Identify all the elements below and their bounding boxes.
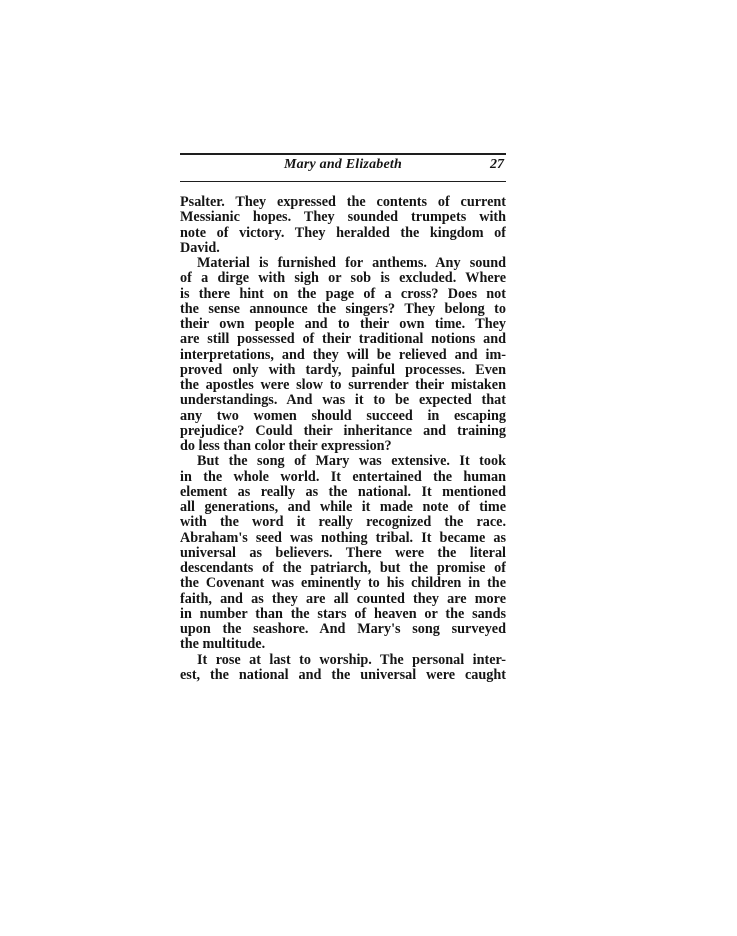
text-line: prejudice? Could their inheritance and training [180,423,506,439]
text-line: all generations, and while it made note of time [180,500,506,515]
text-line: faith, and as they are all counted they are more [180,591,506,607]
text-line: But the song of Mary was extensive. It took [197,454,506,470]
text-line: proved only with tardy, painful processes. Even [180,362,506,378]
text-line: It rose at last to worship. The personal inter- [197,652,506,668]
text-line: do less than color their expression? [180,439,392,454]
text-line: universal as believers. There were the literal [180,545,506,561]
text-line: of a dirge with sigh or sob is excluded. Where [180,271,506,287]
text-line: est, the national and the universal were caught [180,667,506,683]
text-line: David. [180,240,220,256]
text-line: with the word it really recognized the race. [180,515,506,531]
page-number: 27 [490,157,504,172]
text-line: understandings. And was it to be expected that [180,393,506,409]
text-line: the Covenant was eminently to his children in the [180,576,506,592]
text-line: Messianic hopes. They sounded trumpets with [180,210,506,226]
text-line: is there hint on the page of a cross? Does not [180,286,506,302]
body-text [180,195,506,683]
text-line: in number than the stars of heaven or the sands [180,606,506,622]
text-line: interpretations, and they will be relieved and im- [180,347,506,363]
header-rule [180,153,506,155]
text-line: upon the seashore. And Mary's song surveyed [180,622,506,637]
text-line: in the whole world. It entertained the human [180,469,506,485]
text-line: note of victory. They heralded the kingdom of [180,225,506,241]
text-line: the sense announce the singers? They belong to [180,301,506,317]
text-line: are still possessed of their traditional notions and [180,332,506,348]
text-line: element as really as the national. It mentioned [180,484,506,500]
text-line: Material is furnished for anthems. Any sound [197,256,506,271]
text-line: the multitude. [180,637,266,653]
running-title: Mary and Elizabeth [284,157,402,172]
header-underline [180,181,506,182]
text-line: the apostles were slow to surrender their mistaken [180,378,506,393]
text-line: Abraham's seed was nothing tribal. It became as [180,530,506,546]
text-line: Psalter. They expressed the contents of current [180,195,506,210]
running-head [180,156,506,178]
text-line: descendants of the patriarch, but the promise of [180,561,506,576]
text-line: any two women should succeed in escaping [180,408,506,424]
text-line: their own people and to their own time. They [180,317,506,332]
